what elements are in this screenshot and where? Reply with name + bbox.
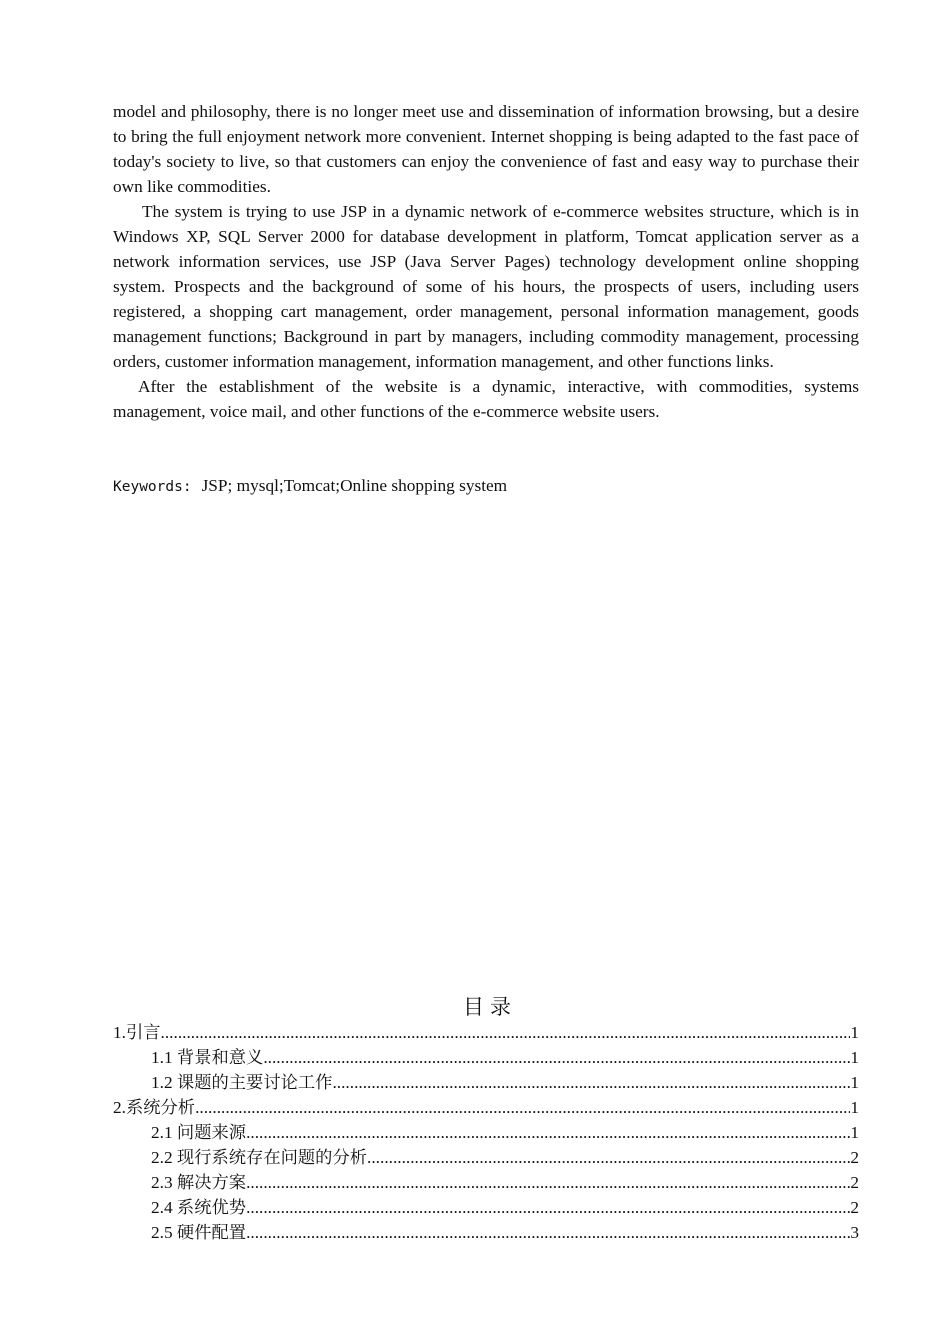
toc-leader-dots (332, 1070, 850, 1095)
toc-entry-page: 2 (850, 1173, 859, 1192)
toc-entry[interactable] (113, 1095, 859, 1120)
toc-entry[interactable] (113, 1195, 859, 1220)
toc-entry[interactable] (113, 1120, 859, 1145)
toc-title: 目录 (463, 995, 517, 1019)
toc-leader-dots (246, 1120, 850, 1145)
abstract-paragraph: The system is trying to use JSP in a dynamic network of e-commerce websites structure, which is in Windows XP, SQL Server 2000 for database development in platform, Tomcat application server as a network information services, use JSP (Java Server Pages) technology development online shopping system. Prospects and the background of some of his hours, the prospects of users, including users registered, a shopping cart management, order management, personal information management, goods management functions; Background in part by managers, including commodity management, processing orders, customer information management, information management, and other functions links. (113, 202, 859, 371)
toc-entry-label: 2.4 系统优势 (151, 1198, 247, 1217)
keywords-label: Keywords: (113, 479, 192, 495)
toc-entry-page: 2 (850, 1198, 859, 1217)
toc-entry-page: 1 (850, 1123, 859, 1142)
toc-entry-page: 1 (850, 1073, 859, 1092)
toc-entry-label: 2.系统分析 (113, 1098, 196, 1117)
toc-entry-page: 2 (850, 1148, 859, 1167)
toc-entry[interactable] (113, 1045, 859, 1070)
toc-entry-label: 2.2 现行系统存在问题的分析 (151, 1148, 368, 1167)
toc-entry-label: 2.1 问题来源 (151, 1123, 247, 1142)
abstract-paragraph: After the establishment of the website is a dynamic, interactive, with commodities, systems management, voice mail, and other functions of the e-commerce website users. (113, 377, 859, 421)
toc-entry[interactable] (113, 1220, 859, 1245)
toc-entry[interactable] (113, 1070, 859, 1095)
keywords-value: JSP; mysql;Tomcat;Online shopping system (201, 476, 508, 495)
toc-leader-dots (246, 1170, 850, 1195)
toc-entry[interactable] (113, 1170, 859, 1195)
toc-leader-dots (367, 1145, 850, 1170)
table-of-contents (113, 1020, 859, 1245)
toc-entry-label: 2.5 硬件配置 (151, 1223, 247, 1242)
abstract-body (113, 99, 859, 424)
toc-entry-label: 1.引言 (113, 1023, 161, 1042)
toc-entry-page: 3 (850, 1223, 859, 1242)
toc-leader-dots (161, 1020, 851, 1045)
abstract-paragraph: model and philosophy, there is no longer meet use and dissemination of information browsing, but a desire to bring the full enjoyment network more convenient. Internet shopping is being adapted to the fast pace of today's society to live, so that customers can enjoy the convenience of fast and easy way to purchase their own like commodities. (113, 102, 859, 196)
toc-entry-label: 1.2 课题的主要讨论工作 (151, 1073, 333, 1092)
toc-leader-dots (195, 1095, 850, 1120)
toc-leader-dots (246, 1220, 850, 1245)
toc-entry[interactable] (113, 1145, 859, 1170)
toc-entry[interactable] (113, 1020, 859, 1045)
toc-entry-label: 1.1 背景和意义 (151, 1048, 264, 1067)
toc-entry-page: 1 (850, 1023, 859, 1042)
toc-entry-label: 2.3 解决方案 (151, 1173, 247, 1192)
toc-leader-dots (263, 1045, 850, 1070)
keywords-line (113, 473, 859, 500)
toc-leader-dots (246, 1195, 850, 1220)
toc-entry-page: 1 (850, 1098, 859, 1117)
toc-entry-page: 1 (850, 1048, 859, 1067)
